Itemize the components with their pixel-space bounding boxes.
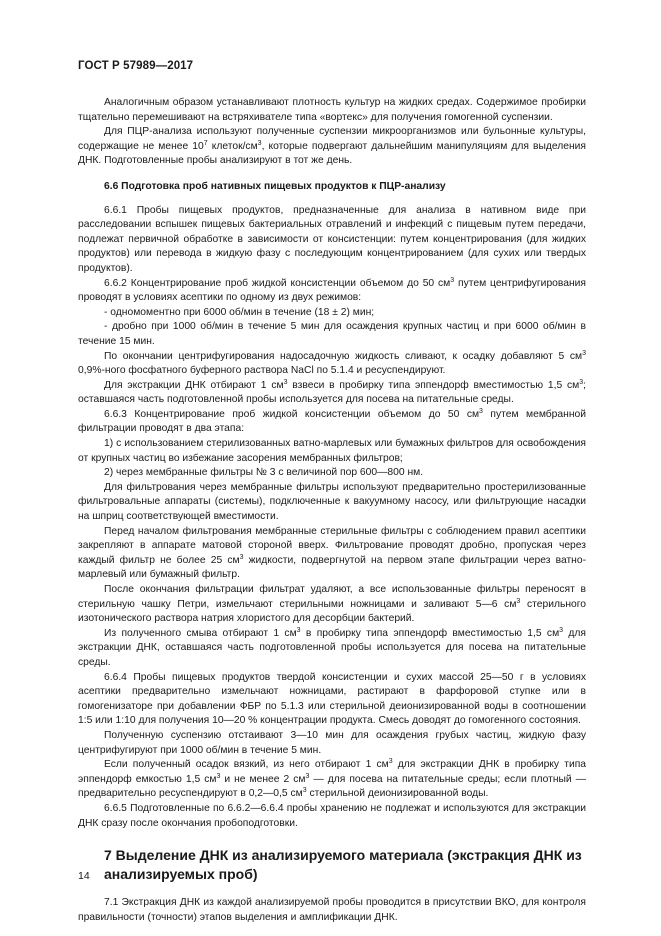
document-body <box>78 96 586 925</box>
paragraph: Аналогичным образом устанавливают плотность культур на жидких средах. Содержимое пробирки тщательно перемешивают на встряхивателе типа «вортекс» для получения гомогенной суспензии. <box>78 97 586 123</box>
paragraph-6-6-2: 6.6.2 Концентрирование проб жидкой консистенции объемом до 50 $см^3$ путем центрифугирования проводят в условиях асептики по одному из двух режимов: <box>78 276 586 304</box>
paragraph: Полученную суспензию отстаивают 3—10 мин для осаждения грубых частиц, жидкую фазу центрифугируют при 1000 об/мин в течение 5 мин. <box>78 729 586 756</box>
section-heading-7: 7 Выделение ДНК из анализируемого материала (экстракция ДНК из анализируемых проб) <box>104 847 582 883</box>
paragraph: Если полученный осадок вязкий, из него отбирают 1 $см^3$ для экстракции ДНК в пробирку типа эппендорф емкостью 1,5 $см^3$ и не менее 2 $см^3$ — для посева на питательные среды; если плотный — предварительно ресуспендируют в 0,2—0,5 $см^3$ стерильной деионизированной воды. <box>78 758 586 800</box>
paragraph: Для экстракции ДНК отбирают 1 $см^3$ взвеси в пробирку типа эппендорф вместимостью 1,5 $см^3$; оставшаяся часть подготовленной пробы используется для посева на питательные среды. <box>78 378 586 406</box>
section-heading-6-6: 6.6 Подготовка проб нативных пищевых продуктов к ПЦР-анализу <box>104 180 446 192</box>
list-item: - одномоментно при 6000 об/мин в течение (18 ± 2) мин; <box>104 306 375 318</box>
paragraph: По окончании центрифугирования надосадочную жидкость сливают, к осадку добавляют 5 $см^3$ 0,9%-ного фосфатного буферного раствора NaCl по 5.1.4 и ресуспендируют. <box>78 349 586 377</box>
page-number: 14 <box>78 870 90 882</box>
paragraph-6-6-3: 6.6.3 Концентрирование проб жидкой консистенции объемом до 50 $см^3$ путем мембранной фильтрации проводят в два этапа: <box>78 407 586 435</box>
paragraph-6-6-1: 6.6.1 Пробы пищевых продуктов, предназначенные для анализа в нативном виде при расследовании вспышек пищевых бактериальных отравлений и инфекций с пищевым путем передачи, подлежат первичной обработке в зависимости от консистенции: путем концентрирования (для жидких продуктов) или перевода в жидкую фазу с последующим концентрированием (для сухих или твердых продуктов). <box>78 204 586 274</box>
paragraph-6-6-5: 6.6.5 Подготовленные по 6.6.2—6.6.4 пробы хранению не подлежат и используются для экстракции ДНК сразу после окончания пробоподготовки. <box>78 802 586 829</box>
list-item: - дробно при 1000 об/мин в течение 5 мин для осаждения крупных частиц и при 6000 об/мин в течение 15 мин. <box>78 321 586 347</box>
paragraph: Из полученного смыва отбирают 1 $см^3$ в пробирку типа эппендорф вместимостью 1,5 $см^3$ для экстракции ДНК, оставшаяся часть подготовленной пробы используется для посева на питательные среды. <box>78 626 586 668</box>
list-item: 2) через мембранные фильтры № 3 с величиной пор 600—800 нм. <box>104 467 424 479</box>
list-item: 1) с использованием стерилизованных ватно-марлевых или бумажных фильтров для освобождения от крупных частиц во избежание засорения мембранных фильтров; <box>78 438 586 464</box>
document-header: ГОСТ Р 57989—2017 <box>78 60 194 72</box>
paragraph: Перед началом фильтрования мембранные стерильные фильтры с соблюдением правил асептики закрепляют в аппарате матовой стороной вверх. Фильтрование проводят дробно, пропуская через каждый фильтр не более 25 $см^3$ жидкости, подвергнутой на первом этапе фильтрации через ватно-марлевый или бумажный фильтр. <box>78 525 586 581</box>
paragraph: Для фильтрования через мембранные фильтры используют предварительно простерилизованные фильтровальные аппараты (системы), подключенные к вакуумному насосу, или фильтрующие насадки на шприц соответствующей вместимости. <box>78 481 586 523</box>
paragraph-7-1: 7.1 Экстракция ДНК из каждой анализируемой пробы проводится в присутствии ВКО, для контроля правильности (точности) этапов выделения и амплификации ДНК. <box>78 897 586 923</box>
paragraph-6-6-4: 6.6.4 Пробы пищевых продуктов твердой консистенции и сухих массой 25—50 г в условиях асептики предварительно измельчают ножницами, растирают в фарфоровой ступке или в гомогенизаторе при добавлении ФБР по 5.1.3 или стерильной деионизированной воды в соотношении 1:5 или 1:10 для получения 10—20 % концентрации продукта. Смесь доводят до гомогенного состояния. <box>78 671 586 727</box>
paragraph: Для ПЦР-анализа используют полученные суспензии микроорганизмов или бульонные культуры, содержащие не менее $10^7$ клеток/$см^3$, которые подвергают дальнейшим манипуляциям для выделения ДНК. Подготовленные пробы анализируют в тот же день. <box>78 126 587 167</box>
paragraph: После окончания фильтрации фильтрат удаляют, а все использованные фильтры переносят в стерильную чашку Петри, измельчают стерильными ножницами и заливают 5—6 $см^3$ стерильного изотонического раствора натрия хлористого для десорбции бактерий. <box>78 584 587 625</box>
